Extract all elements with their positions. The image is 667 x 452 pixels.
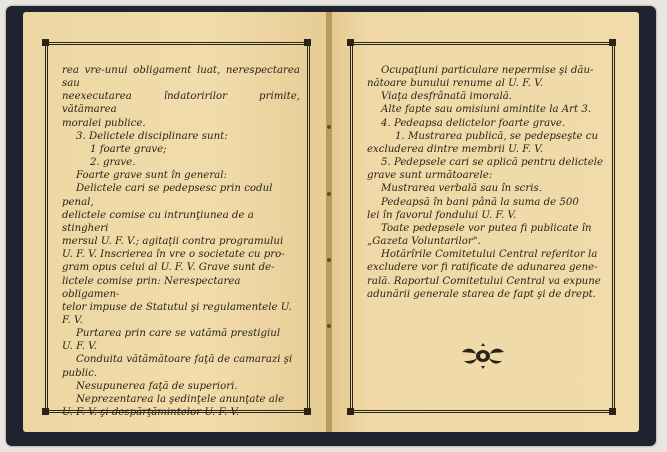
text-line: rală. Raportul Comitetului Central va expune	[367, 275, 601, 287]
border-corner	[347, 39, 354, 46]
text-line: 1. Mustrarea publică, se pedepseşte cu	[395, 130, 599, 142]
text-line: gram opus celui al U. F. V. Grave sunt de-	[62, 262, 275, 274]
stitch-hole	[327, 125, 331, 129]
text-line: mersul U. F. V.; agitaţii contra programului	[62, 236, 284, 248]
border-corner	[304, 408, 311, 415]
text-line: U. F. V. Inscrierea în vre o societate cu pro-	[62, 249, 285, 261]
border-corner	[347, 408, 354, 415]
text-line: public.	[62, 367, 98, 379]
border-corner	[42, 408, 49, 415]
text-line: U. F. V.	[62, 341, 97, 353]
text-line: „Gazeta Voluntarilor".	[367, 236, 481, 248]
left-page-text	[62, 64, 300, 419]
article-heading: 5. Pedepsele cari se aplică pentru delictele	[381, 157, 604, 169]
text-line: Mustrarea verbală sau în scris.	[381, 183, 542, 195]
border-corner	[304, 39, 311, 46]
text-line: telor impuse de Statutul şi regulamentele U.	[62, 301, 292, 313]
text-line: Nesupunerea faţă de superiori.	[76, 380, 238, 392]
text-line: neexecutarea îndatoririlor primite, vătămarea	[62, 91, 300, 116]
text-line: 2. grave.	[90, 157, 136, 169]
text-line: lictele comise prin: Nerespectarea obligamen-	[62, 275, 241, 300]
text-line: F. V.	[62, 314, 83, 326]
stitch-hole	[327, 258, 331, 262]
text-line: delictele comise cu intrunţiunea de a stingheri	[62, 209, 254, 234]
text-line: Conduita vătămătoare faţă de camarazi şi	[76, 354, 293, 366]
text-line: 1 foarte grave;	[90, 143, 167, 155]
text-line: Alte fapte sau omisiuni amintite la Art 3.	[381, 104, 592, 116]
article-heading: 3. Delictele disciplinare sunt:	[76, 130, 228, 142]
text-line: Hotărîrile Comitetului Central referitor la	[381, 249, 598, 261]
text-line: Toate pedepsele vor putea fi publicate în	[381, 222, 592, 234]
stitch-hole	[327, 192, 331, 196]
right-page-text	[367, 64, 605, 301]
border-corner	[42, 39, 49, 46]
text-line: Foarte grave sunt în general:	[76, 170, 227, 182]
text-line: U. F. V. şi despărţămintelor U. F. V.	[62, 407, 240, 419]
text-line: excludere vor fi ratificate de adunarea gene-	[367, 262, 598, 274]
text-line: Viaţa desfrânată imorală.	[381, 91, 513, 103]
spine	[326, 12, 332, 432]
text-line: excluderea dintre membrii U. F. V.	[367, 143, 544, 155]
text-line: Delictele cari se pedepsesc prin codul penal,	[62, 183, 273, 208]
text-line: adunării generale starea de fapt şi de drept.	[367, 288, 596, 300]
text-line: Purtarea prin care se vatămă prestigiul	[76, 328, 281, 340]
stitch-hole	[327, 324, 331, 328]
border-corner	[609, 39, 616, 46]
text-line: Neprezentarea la şedinţele anunţate ale	[76, 393, 285, 405]
border-corner	[609, 408, 616, 415]
text-line: lei în favorul fondului U. F. V.	[367, 209, 517, 221]
text-line: rea vre-unui obligament luat, nerespectarea sau	[62, 65, 300, 90]
text-line: grave sunt următoarele:	[367, 170, 493, 182]
ornament-icon	[458, 343, 508, 369]
text-line: nătoare bunului renume al U. F. V.	[367, 78, 544, 90]
text-line: moralei publice.	[62, 117, 146, 129]
text-line: Ocupaţiuni particulare nepermise şi dău-	[381, 65, 594, 76]
text-line: Pedeapsă în bani până la suma de 500	[381, 196, 579, 208]
article-heading: 4. Pedeapsa delictelor foarte grave.	[381, 117, 566, 129]
